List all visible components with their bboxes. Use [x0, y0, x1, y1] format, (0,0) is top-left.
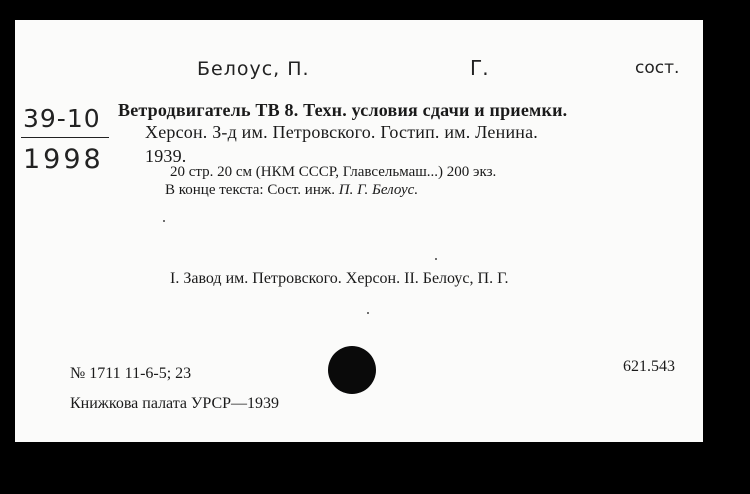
punch-hole [328, 346, 376, 394]
handwritten-initial: Г. [470, 56, 489, 80]
shelf-mark-divider [21, 137, 109, 138]
entry-imprint: Херсон. З-д им. Петровского. Гостип. им. Ленина. [145, 122, 539, 142]
entry-note [165, 182, 418, 199]
handwritten-role: сост. [635, 58, 680, 78]
handwritten-author: Белоус, П. [197, 58, 310, 80]
entry-year: 1939. [145, 146, 187, 166]
card-speck [163, 220, 165, 222]
entry-note-author: П. Г. Белоус. [338, 182, 419, 198]
entry-physical-description: 20 стр. 20 см (НКМ СССР, Главсельмаш...) 200 экз. [170, 164, 497, 180]
classification-number: 621.543 [623, 358, 675, 375]
card-speck [367, 312, 369, 314]
card-number: № 1711 11-6-5; 23 [70, 365, 192, 382]
entry-note-text: В конце текста: Сост. инж. [165, 182, 335, 198]
card-speck [435, 258, 437, 260]
tracings: I. Завод им. Петровского. Херсон. II. Белоус, П. Г. [170, 270, 509, 287]
shelf-mark-top: 39-10 [23, 104, 101, 133]
entry-title: Ветродвигатель ТВ 8. Техн. условия сдачи и приемки. [118, 100, 568, 120]
shelf-mark-bottom: 1998 [23, 144, 104, 175]
book-chamber: Книжкова палата УРСР—1939 [70, 395, 280, 412]
